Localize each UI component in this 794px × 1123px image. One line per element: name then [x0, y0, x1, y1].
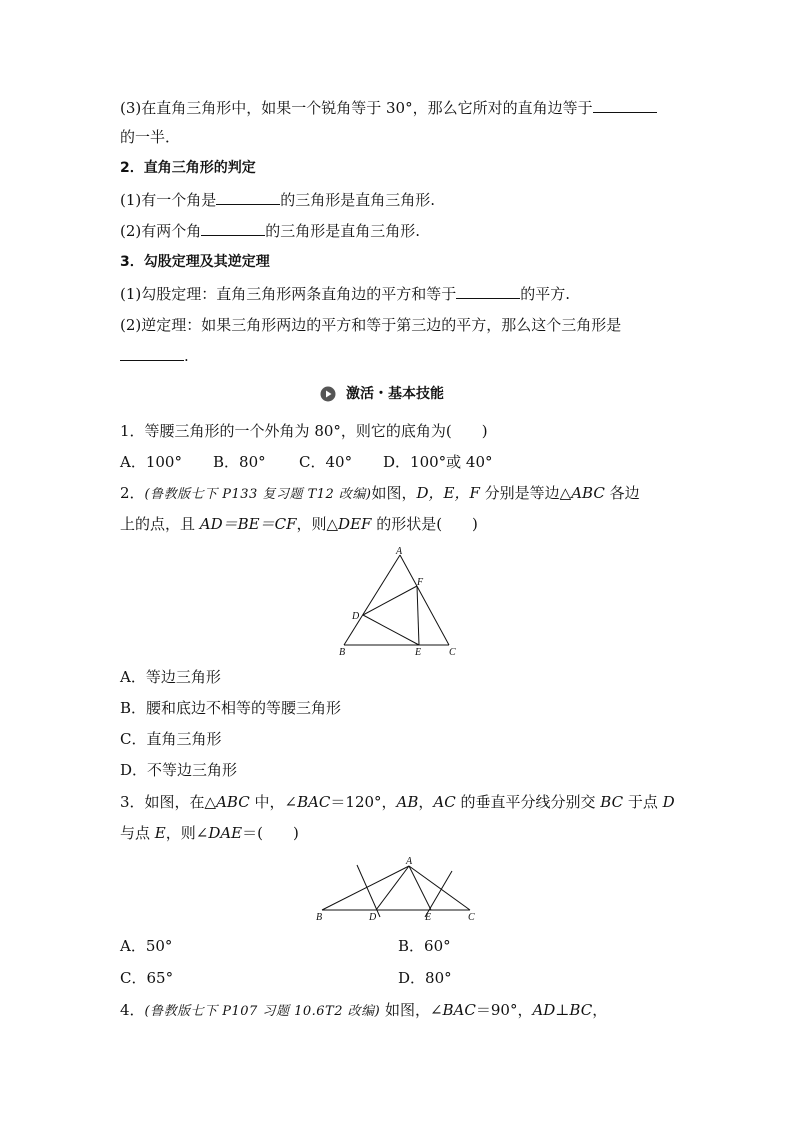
question-2-text: AD＝BE＝CF: [199, 515, 297, 533]
option-c[interactable]: C．65°: [120, 969, 174, 987]
question-4-text: 如图，∠: [380, 1001, 443, 1019]
question-3-options-row-2: [120, 968, 173, 988]
question-2-text: 分别是等边△: [479, 484, 572, 502]
question-3-text: 3．如图，在△: [120, 793, 217, 811]
label-b: B: [339, 647, 346, 658]
option-a[interactable]: A．100°: [120, 453, 182, 471]
question-4-text: ，: [592, 1001, 608, 1019]
option-a[interactable]: A．50°: [120, 937, 173, 955]
question-2-number: 2．: [120, 484, 145, 502]
question-4-text: ＝90°，: [475, 1001, 533, 1019]
question-3-text: 于点: [623, 793, 663, 811]
edge-ac: [400, 555, 449, 645]
answer-blank[interactable]: [456, 284, 520, 299]
question-1-stem: 1．等腰三角形的一个外角为 80°，则它的底角为( ): [120, 422, 488, 440]
label-d: D: [352, 611, 360, 622]
question-2-text: 上的点，且: [120, 515, 200, 533]
edge-ab: [322, 866, 409, 910]
question-3-option-b[interactable]: B．60°: [398, 937, 451, 955]
question-3-text: 中，∠: [249, 793, 298, 811]
question-3-option-d[interactable]: D．80°: [398, 969, 452, 987]
question-4-source: (鲁教版七下 P107 习题 10.6T2 改编): [144, 1004, 381, 1019]
option-d[interactable]: D．100°或 40°: [383, 453, 493, 471]
question-3-text: 的垂直平分线分别交: [455, 793, 601, 811]
question-2-text: D，E，F: [416, 484, 480, 502]
converse-answer-line: [120, 346, 189, 366]
question-3-text: ，则∠: [165, 824, 209, 842]
pythagorean-line: [120, 284, 570, 304]
question-3-line-1: [120, 792, 675, 812]
question-2-option-b[interactable]: B．腰和底边不相等的等腰三角形: [120, 699, 342, 717]
play-circle-icon: [320, 386, 336, 402]
question-3-text: BAC: [297, 793, 331, 811]
answer-blank[interactable]: [593, 98, 657, 113]
criteria-2-text-end: 的三角形是直角三角形.: [265, 222, 421, 240]
question-2-line-1: [120, 483, 640, 505]
option-c[interactable]: C．40°: [299, 453, 353, 471]
question-2-option-d[interactable]: D．不等边三角形: [120, 761, 238, 779]
label-c: C: [468, 912, 475, 923]
question-3-figure: [312, 853, 482, 923]
question-2-text: ABC: [571, 484, 605, 502]
label-d: D: [369, 912, 377, 923]
question-3-text: ABC: [216, 793, 250, 811]
question-2-option-c[interactable]: C．直角三角形: [120, 730, 222, 748]
question-2-text: 的形状是( ): [371, 515, 478, 533]
label-c: C: [449, 647, 456, 658]
question-2-text: DEF: [338, 515, 372, 533]
segment-ad: [376, 866, 409, 910]
edge-ef: [417, 586, 419, 645]
criteria-1-text-end: 的三角形是直角三角形.: [280, 191, 436, 209]
label-b: B: [316, 912, 323, 923]
question-2-text: ，则△: [296, 515, 339, 533]
section-heading-right-triangle-criteria: 2．直角三角形的判定: [120, 160, 256, 176]
answer-blank[interactable]: [216, 190, 280, 205]
label-e: E: [425, 912, 432, 923]
question-3-text: D: [662, 793, 675, 811]
criteria-2-line: [120, 221, 420, 241]
section-title: 激活・基本技能: [346, 386, 444, 402]
answer-blank[interactable]: [120, 346, 184, 361]
question-3-text: BC: [600, 793, 624, 811]
question-4-text: AD⊥BC: [532, 1001, 593, 1019]
section-heading-pythagorean: 3．勾股定理及其逆定理: [120, 254, 270, 270]
criteria-1-line: [120, 190, 435, 210]
edge-de: [363, 615, 419, 645]
question-2-option-a[interactable]: A．等边三角形: [120, 668, 221, 686]
pythagorean-text: (1)勾股定理：直角三角形两条直角边的平方和等于: [120, 285, 457, 303]
question-4-line-1: [120, 1000, 607, 1022]
question-3-text: ，: [418, 793, 434, 811]
question-2-line-2: [120, 514, 478, 534]
answer-blank[interactable]: [201, 221, 265, 236]
converse-end: .: [184, 347, 189, 365]
question-3-line-2: [120, 823, 299, 843]
converse-line: (2)逆定理：如果三角形两边的平方和等于第三边的平方，那么这个三角形是: [120, 316, 622, 334]
segment-ae: [409, 866, 431, 910]
question-3-text: ＝( ): [242, 824, 299, 842]
label-f: F: [417, 577, 424, 588]
question-4-text: BAC: [442, 1001, 476, 1019]
question-3-text: AB: [396, 793, 419, 811]
label-a: A: [406, 856, 413, 867]
question-3-text: AC: [433, 793, 456, 811]
label-a: A: [396, 546, 403, 557]
question-3-text: ＝120°，: [330, 793, 397, 811]
question-3-text: E: [154, 824, 166, 842]
question-1-options: [120, 452, 493, 472]
criteria-1-text: (1)有一个角是: [120, 191, 217, 209]
fact-3-text: (3)在直角三角形中，如果一个锐角等于 30°，那么它所对的直角边等于: [120, 99, 593, 117]
pythagorean-text-end: 的平方.: [520, 285, 571, 303]
question-2-text: 各边: [604, 484, 640, 502]
criteria-2-text: (2)有两个角: [120, 222, 202, 240]
question-4-number: 4．: [120, 1001, 145, 1019]
question-3-text: 与点: [120, 824, 155, 842]
question-2-figure: [330, 543, 470, 658]
question-2-text: 如图，: [371, 484, 417, 502]
fact-3-continuation: 的一半．: [120, 128, 181, 146]
question-3-text: DAE: [208, 824, 243, 842]
option-b[interactable]: B．80°: [213, 453, 266, 471]
edge-ac: [409, 866, 470, 910]
question-2-source: (鲁教版七下 P133 复习题 T12 改编): [144, 487, 372, 502]
fact-3-line: [120, 98, 657, 118]
question-3-options-row-1: [120, 936, 172, 956]
label-e: E: [415, 647, 422, 658]
